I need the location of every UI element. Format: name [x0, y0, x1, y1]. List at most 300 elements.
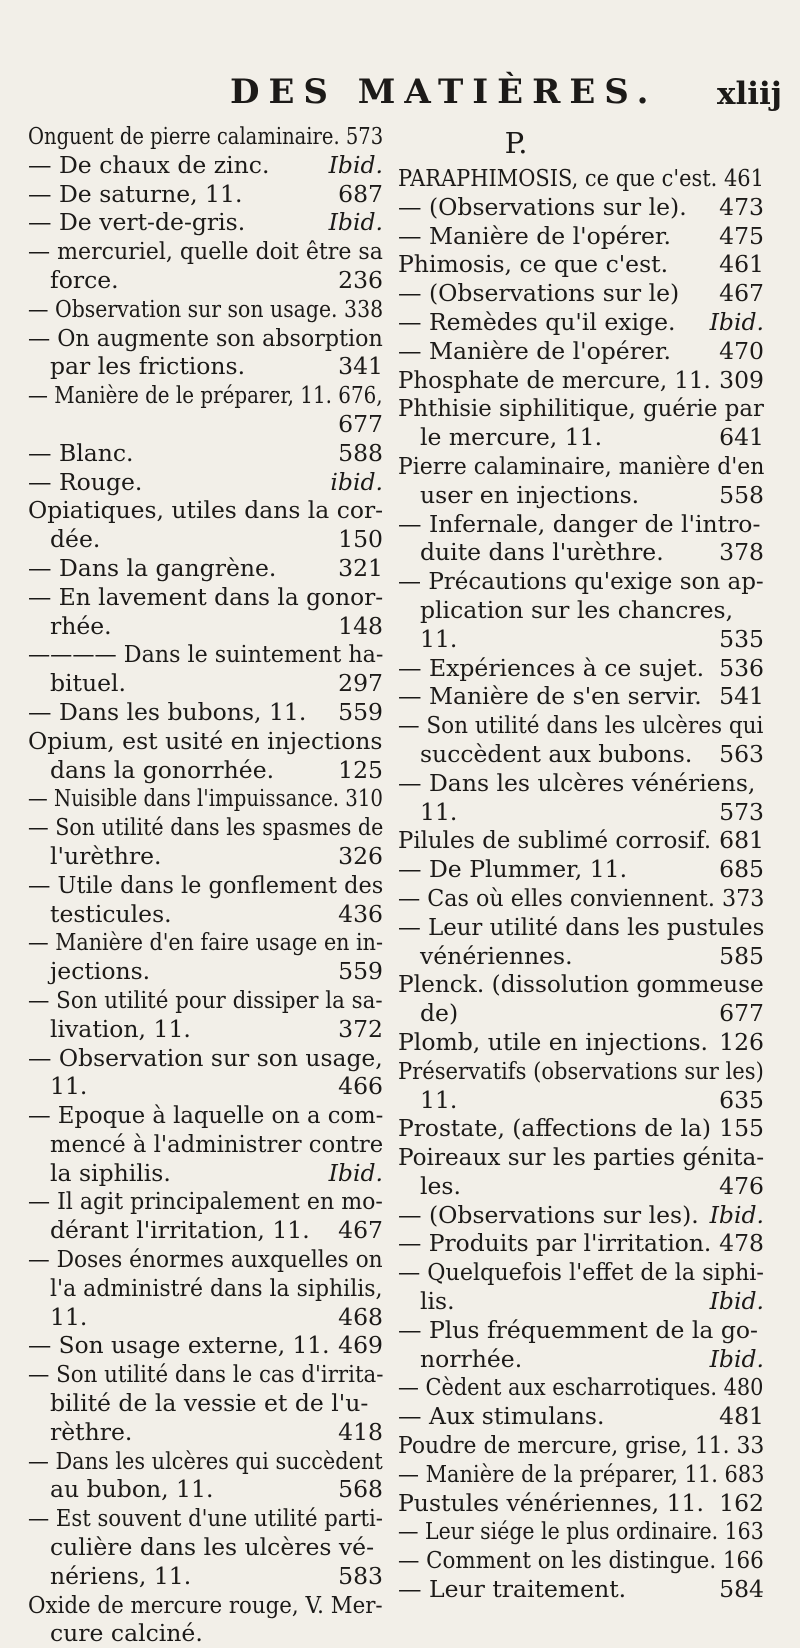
entry-line: [28, 1274, 383, 1303]
index-entry: [28, 180, 383, 209]
entry-line: [398, 913, 764, 942]
entry-text: duite dans l'urèthre.: [420, 538, 664, 567]
section-letter: P.: [504, 126, 528, 160]
entry-line: [398, 1546, 764, 1575]
page-ref: ibid.: [330, 467, 383, 496]
entry-line: [28, 986, 383, 1015]
index-entry: [398, 654, 764, 683]
entry-text: — Manière d'en faire usage en in-: [28, 928, 383, 957]
index-entry: [398, 510, 764, 568]
entry-line: [398, 1402, 764, 1431]
entry-line: [398, 1431, 764, 1460]
page-ref: 162: [719, 1488, 764, 1517]
entry-line: [28, 1418, 383, 1447]
entry-text: — On augmente son absorption: [28, 323, 383, 352]
entry-line: [398, 798, 764, 827]
entry-line: [28, 727, 383, 756]
index-entry: [398, 1460, 764, 1489]
page-ref: Ibid.: [709, 1344, 764, 1373]
entry-text: — Produits par l'irritation.: [398, 1229, 712, 1258]
entry-line: [398, 1057, 764, 1086]
page-ref: 297: [338, 669, 383, 698]
entry-text: — Son usage externe, 11.: [28, 1331, 330, 1360]
index-entry: [398, 826, 764, 855]
index-entry: [398, 366, 764, 395]
page-ref: 372: [338, 1014, 383, 1043]
entry-line: [28, 698, 383, 727]
entry-line: [398, 1114, 764, 1143]
entry-text: Plomb, utile en injections.: [398, 1027, 709, 1056]
entry-line: [398, 1517, 764, 1546]
entry-text: — Plus fréquemment de la go-: [398, 1315, 758, 1344]
entry-line: [28, 381, 383, 410]
page-ref: 467: [719, 279, 764, 308]
entry-line: [28, 900, 383, 929]
running-head: DES MATIÈRES.: [230, 72, 658, 112]
index-entry: [28, 237, 383, 295]
entry-line: [28, 1044, 383, 1073]
page-ref: Ibid.: [709, 307, 764, 336]
entry-line: [28, 1187, 383, 1216]
entry-line: [398, 884, 764, 913]
entry-line: [28, 266, 383, 295]
entry-text: — Manière de l'opérer.: [398, 221, 671, 250]
entry-line: [398, 193, 764, 222]
index-entry: [398, 193, 764, 222]
entry-text: Pilules de sublimé corrosif.: [398, 826, 712, 855]
entry-text: — (Observations sur les).: [398, 1200, 699, 1229]
entry-text: — Son utilité dans le cas d'irrita-: [28, 1360, 384, 1389]
entry-line: [398, 740, 764, 769]
entry-line: [398, 970, 764, 999]
index-entry: [28, 439, 383, 468]
entry-text: — Blanc.: [28, 438, 134, 467]
entry-text: vénériennes.: [420, 941, 573, 970]
entry-line: [28, 525, 383, 554]
entry-line: [398, 452, 764, 481]
entry-text: — Leur utilité dans les pustules: [398, 912, 765, 941]
entry-line: [28, 1216, 383, 1245]
entry-text: au bubon, 11.: [50, 1475, 214, 1504]
entry-text: la siphilis.: [50, 1158, 171, 1187]
page-ref: Ibid.: [328, 150, 383, 179]
index-entry: [398, 1114, 764, 1143]
entry-line: [28, 1389, 383, 1418]
entry-text: — De chaux de zinc.: [28, 150, 270, 179]
entry-line: [28, 1619, 383, 1648]
page-ref: 436: [338, 899, 383, 928]
entry-line: [28, 871, 383, 900]
entry-text: — Son utilité dans les spasmes de: [28, 813, 384, 842]
entry-text: Oxide de mercure rouge, V. Mer-: [28, 1590, 383, 1619]
entry-text: — Observation sur son usage,: [28, 1043, 383, 1072]
page-ref: 378: [719, 538, 764, 567]
entry-text: Prostate, (affections de la): [398, 1114, 711, 1143]
index-entry: [398, 1489, 764, 1518]
index-entry: [398, 682, 764, 711]
entry-line: [398, 942, 764, 971]
entry-line: [398, 164, 764, 193]
page-ref: Ibid.: [328, 208, 383, 237]
index-entry: [398, 1316, 764, 1374]
entry-text: l'urèthre.: [50, 841, 162, 870]
entry-line: [398, 308, 764, 337]
entry-line: [398, 1373, 764, 1402]
entry-text: force.: [50, 265, 119, 294]
index-entry: [28, 1447, 383, 1505]
entry-text: dérant l'irritation, 11.: [50, 1216, 310, 1245]
entry-line: [398, 1489, 764, 1518]
entry-text: lis.: [420, 1287, 455, 1316]
index-entry: [28, 1331, 383, 1360]
entry-text: — Précautions qu'exige son ap-: [398, 567, 764, 596]
page-number: xliij: [717, 76, 783, 112]
entry-text: rèthre.: [50, 1417, 133, 1446]
entry-line: [28, 468, 383, 497]
page-ref: 641: [719, 423, 764, 452]
entry-line: [398, 567, 764, 596]
entry-text: par les frictions.: [50, 352, 246, 381]
index-entry: [28, 1187, 383, 1245]
index-column-left: [28, 122, 383, 1648]
entry-line: [398, 654, 764, 683]
index-entry: [398, 1431, 764, 1460]
entry-text: — Leur siége le plus ordinaire. 163: [398, 1517, 764, 1546]
entry-line: [28, 1360, 383, 1389]
entry-text: Opium, est usité en injections: [28, 726, 383, 755]
entry-line: [398, 510, 764, 539]
index-entry: [398, 769, 764, 827]
index-entry: [398, 1201, 764, 1230]
entry-line: [28, 410, 383, 439]
entry-line: [398, 769, 764, 798]
index-entry: [398, 1546, 764, 1575]
entry-line: [28, 1072, 383, 1101]
entry-text: Opiatiques, utiles dans la cor-: [28, 496, 384, 525]
page-ref: 478: [719, 1229, 764, 1258]
page-ref: 125: [338, 755, 383, 784]
entry-text: ———— Dans le suintement ha-: [28, 640, 384, 669]
index-entry: [28, 208, 383, 237]
page-ref: 559: [338, 697, 383, 726]
page-ref: 475: [719, 221, 764, 250]
index-entry: [398, 337, 764, 366]
entry-text: rhée.: [50, 611, 112, 640]
entry-line: [28, 784, 383, 813]
page-ref: 584: [719, 1575, 764, 1604]
page-ref: 469: [338, 1331, 383, 1360]
page-ref: 148: [338, 611, 383, 640]
entry-text: — Il agit principalement en mo-: [28, 1187, 383, 1216]
page-ref: 418: [338, 1417, 383, 1446]
index-entry: [28, 727, 383, 785]
entry-text: 11.: [420, 1085, 458, 1114]
index-entry: [28, 324, 383, 382]
entry-line: [28, 1303, 383, 1332]
entry-line: [28, 208, 383, 237]
entry-line: [398, 711, 764, 740]
entry-line: [28, 496, 383, 525]
entry-line: [398, 1086, 764, 1115]
entry-line: [28, 612, 383, 641]
entry-text: — Son utilité dans les ulcères qui: [398, 711, 764, 740]
entry-text: — Manière de la préparer, 11. 683: [398, 1459, 765, 1488]
entry-line: [398, 222, 764, 251]
index-entry: [398, 394, 764, 452]
entry-text: mencé à l'administrer contre: [50, 1129, 384, 1158]
page-ref: 476: [719, 1171, 764, 1200]
entry-line: [398, 1258, 764, 1287]
entry-line: [398, 625, 764, 654]
page-ref: 321: [338, 553, 383, 582]
entry-line: [28, 1447, 383, 1476]
entry-line: [28, 640, 383, 669]
entry-text: — Est souvent d'une utilité parti-: [28, 1504, 383, 1533]
entry-text: — (Observations sur le).: [398, 192, 687, 221]
entry-line: [398, 538, 764, 567]
entry-line: [398, 1316, 764, 1345]
entry-line: [398, 481, 764, 510]
index-entry: [398, 711, 764, 769]
entry-text: de): [420, 999, 459, 1028]
entry-text: Phimosis, ce que c'est.: [398, 250, 669, 279]
entry-text: — Son utilité pour dissiper la sa-: [28, 985, 383, 1014]
entry-text: — Comment on les distingue. 166: [398, 1546, 764, 1575]
page-ref: 481: [719, 1402, 764, 1431]
entry-line: [398, 1575, 764, 1604]
entry-text: — De vert-de-gris.: [28, 208, 246, 237]
index-entry: [398, 452, 764, 510]
index-entry: [398, 970, 764, 1028]
entry-text: le mercure, 11.: [420, 423, 603, 452]
page-ref: 468: [338, 1302, 383, 1331]
entry-line: [28, 756, 383, 785]
entry-line: [398, 855, 764, 884]
entry-text: — Observation sur son usage. 338: [28, 294, 384, 323]
entry-line: [398, 423, 764, 452]
page-ref: 681: [719, 826, 764, 855]
entry-text: — Quelquefois l'effet de la siphi-: [398, 1258, 764, 1287]
entry-line: [28, 928, 383, 957]
page-ref: 687: [338, 179, 383, 208]
index-entry: [398, 1517, 764, 1546]
page-ref: 326: [338, 841, 383, 870]
entry-line: [28, 842, 383, 871]
entry-text: — Rouge.: [28, 467, 143, 496]
index-entry: [398, 250, 764, 279]
entry-text: — Utile dans le gonflement des: [28, 870, 384, 899]
entry-text: norrhée.: [420, 1344, 523, 1373]
entry-line: [398, 1460, 764, 1489]
entry-text: succèdent aux bubons.: [420, 739, 693, 768]
entry-text: l'a administré dans la siphilis,: [50, 1273, 383, 1302]
entry-line: [28, 1159, 383, 1188]
index-entry: [28, 496, 383, 554]
entry-text: 11.: [420, 624, 458, 653]
entry-text: nériens, 11.: [50, 1561, 192, 1590]
entry-text: bilité de la vessie et de l'u-: [50, 1389, 369, 1418]
entry-text: — Infernale, danger de l'intro-: [398, 509, 761, 538]
entry-text: — Expériences à ce sujet.: [398, 653, 705, 682]
entry-line: [28, 1101, 383, 1130]
entry-line: [28, 583, 383, 612]
entry-line: [28, 122, 383, 151]
page-ref: 150: [338, 525, 383, 554]
page-ref: 536: [719, 653, 764, 682]
index-entry: [398, 1575, 764, 1604]
index-entry: [28, 928, 383, 986]
entry-text: testicules.: [50, 899, 172, 928]
entry-text: — Epoque à laquelle on a com-: [28, 1101, 384, 1130]
entry-text: Plenck. (dissolution gommeuse: [398, 970, 764, 999]
page-ref: 126: [719, 1027, 764, 1056]
entry-line: [398, 1172, 764, 1201]
entry-line: [398, 596, 764, 625]
index-entry: [28, 381, 383, 439]
entry-line: [28, 1533, 383, 1562]
entry-line: [28, 1591, 383, 1620]
page-ref: Ibid.: [709, 1287, 764, 1316]
page-ref: 588: [338, 438, 383, 467]
index-entry: [28, 698, 383, 727]
index-entry: [28, 1360, 383, 1446]
entry-line: [398, 1287, 764, 1316]
entry-line: [28, 813, 383, 842]
entry-text: plication sur les chancres,: [420, 595, 734, 624]
entry-text: — Leur traitement.: [398, 1575, 627, 1604]
entry-text: Poudre de mercure, grise, 11. 33: [398, 1431, 765, 1460]
page-ref: 635: [719, 1085, 764, 1114]
page-ref: Ibid.: [709, 1200, 764, 1229]
index-entry: [398, 1028, 764, 1057]
entry-text: Phthisie siphilitique, guérie par: [398, 394, 764, 423]
entry-text: bituel.: [50, 669, 127, 698]
entry-line: [398, 394, 764, 423]
index-entry: [28, 468, 383, 497]
entry-line: [28, 1015, 383, 1044]
page-ref: 535: [719, 624, 764, 653]
entry-text: — Manière de l'opérer.: [398, 336, 671, 365]
entry-line: [28, 1245, 383, 1274]
index-entry: [28, 295, 383, 324]
index-entry: [28, 1591, 383, 1648]
page-ref: 558: [719, 480, 764, 509]
index-entry: [398, 1402, 764, 1431]
page-ref: 466: [338, 1072, 383, 1101]
index-entry: [398, 913, 764, 971]
entry-text: user en injections.: [420, 480, 640, 509]
index-entry: [398, 279, 764, 308]
entry-text: Pierre calaminaire, manière d'en: [398, 451, 765, 480]
entry-text: 11.: [50, 1302, 88, 1331]
entry-line: [398, 250, 764, 279]
entry-text: Onguent de pierre calaminaire. 573: [28, 122, 384, 150]
entry-text: les.: [420, 1171, 461, 1200]
entry-line: [28, 439, 383, 468]
page-ref: 470: [719, 336, 764, 365]
entry-line: [28, 1475, 383, 1504]
index-entry: [398, 567, 764, 653]
index-entry: [28, 554, 383, 583]
page-ref: 563: [719, 739, 764, 768]
entry-line: [28, 1130, 383, 1159]
page-ref: 473: [719, 192, 764, 221]
index-entry: [398, 222, 764, 251]
entry-text: — Dans les ulcères qui succèdent: [28, 1446, 383, 1475]
index-entry: [398, 1258, 764, 1316]
index-entry: [28, 1245, 383, 1331]
entry-line: [398, 1345, 764, 1374]
entry-line: [28, 554, 383, 583]
index-entry: [398, 164, 764, 193]
index-entry: [398, 855, 764, 884]
entry-line: [28, 957, 383, 986]
entry-line: [398, 826, 764, 855]
entry-text: — (Observations sur le): [398, 279, 680, 308]
entry-text: Préservatifs (observations sur les): [398, 1056, 764, 1085]
index-entry: [398, 1229, 764, 1258]
entry-text: — Manière de s'en servir.: [398, 682, 702, 711]
page-ref: 559: [338, 957, 383, 986]
entry-text: livation, 11.: [50, 1014, 191, 1043]
index-entry: [398, 1373, 764, 1402]
index-entry: [28, 122, 383, 151]
page-ref: 155: [719, 1114, 764, 1143]
entry-text: culière dans les ulcères vé-: [50, 1533, 375, 1562]
entry-text: Pustules vénériennes, 11.: [398, 1488, 704, 1517]
index-entry: [398, 884, 764, 913]
entry-text: dans la gonorrhée.: [50, 755, 275, 784]
index-entry: [28, 813, 383, 871]
entry-line: [398, 1201, 764, 1230]
index-entry: [28, 986, 383, 1044]
entry-text: — Nuisible dans l'impuissance. 310: [28, 784, 383, 813]
page-ref: 309: [719, 365, 764, 394]
page-ref: 573: [719, 797, 764, 826]
entry-text: — Cas où elles conviennent. 373: [398, 883, 765, 912]
index-entry: [28, 871, 383, 929]
page-ref: 685: [719, 855, 764, 884]
page-ref: 568: [338, 1475, 383, 1504]
page-ref: Ibid.: [328, 1158, 383, 1187]
entry-text: — Dans les bubons, 11.: [28, 697, 307, 726]
entry-line: [28, 1331, 383, 1360]
page-ref: 467: [338, 1216, 383, 1245]
index-entry: [28, 784, 383, 813]
entry-text: 11.: [420, 797, 458, 826]
index-entry: [28, 1044, 383, 1102]
entry-text: — Dans les ulcères vénériens,: [398, 768, 756, 797]
index-entry: [28, 151, 383, 180]
index-entry: [28, 583, 383, 641]
page-header: [0, 72, 800, 122]
page-ref: 461: [719, 250, 764, 279]
entry-line: [28, 352, 383, 381]
index-entry: [28, 1101, 383, 1187]
entry-line: [28, 1504, 383, 1533]
page-ref: 583: [338, 1561, 383, 1590]
entry-line: [28, 669, 383, 698]
entry-line: [398, 999, 764, 1028]
index-entry: [28, 1504, 383, 1590]
entry-line: [28, 237, 383, 266]
entry-line: [398, 366, 764, 395]
entry-text: — De saturne, 11.: [28, 179, 243, 208]
entry-line: [398, 279, 764, 308]
entry-line: [398, 1028, 764, 1057]
entry-text: Poireaux sur les parties génita-: [398, 1143, 765, 1172]
entry-line: [398, 1143, 764, 1172]
